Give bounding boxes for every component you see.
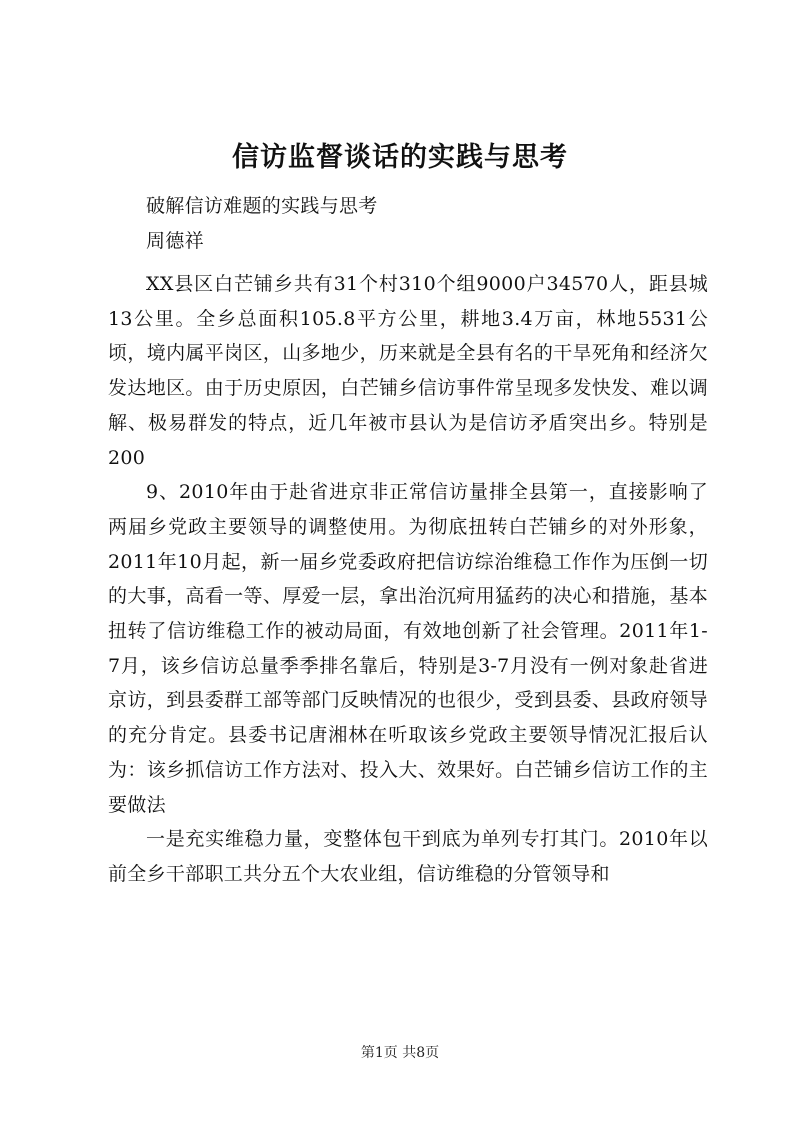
body-paragraph-1: XX县区白芒铺乡共有31个村310个组9000户34570人，距县城13公里。全乡总面积105.8平方公里，耕地3.4万亩，林地5531公顷，境内属平岗区，山多地少，历来就是全县有名的干旱死角和经济欠发达地区。由于历史原因，白芒铺乡信访事件常呈现多发快发、难以调解、极易群发的特点，近几年被市县认为是信访矛盾突出乡。特别是200 (108, 273, 708, 469)
page-footer: 第1页 共8页 (360, 1045, 440, 1061)
document-title: 信访监督谈话的实践与思考 (232, 142, 568, 173)
document-subtitle: 破解信访难题的实践与思考 (146, 195, 378, 217)
document-body (108, 267, 708, 892)
body-paragraph-3: 一是充实维稳力量，变整体包干到底为单列专打其门。2010年以前全乡干部职工共分五个大农业组，信访维稳的分管领导和 (108, 828, 708, 885)
document-author: 周德祥 (146, 230, 204, 252)
body-paragraph-2: 9、2010年由于赴省进京非正常信访量排全县第一，直接影响了两届乡党政主要领导的调整使用。为彻底扭转白芒铺乡的对外形象，2011年10月起，新一届乡党委政府把信访综治维稳工作作为压倒一切的大事，高看一等、厚爱一层，拿出治沉疴用猛药的决心和措施，基本扭转了信访维稳工作的被动局面，有效地创新了社会管理。2011年1-7月，该乡信访总量季季排名靠后，特别是3-7月没有一例对象赴省进京访，到县委群工部等部门反映情况的也很少，受到县委、县政府领导的充分肯定。县委书记唐湘林在听取该乡党政主要领导情况汇报后认为：该乡抓信访工作方法对、投入大、效果好。白芒铺乡信访工作的主要做法 (108, 481, 708, 816)
